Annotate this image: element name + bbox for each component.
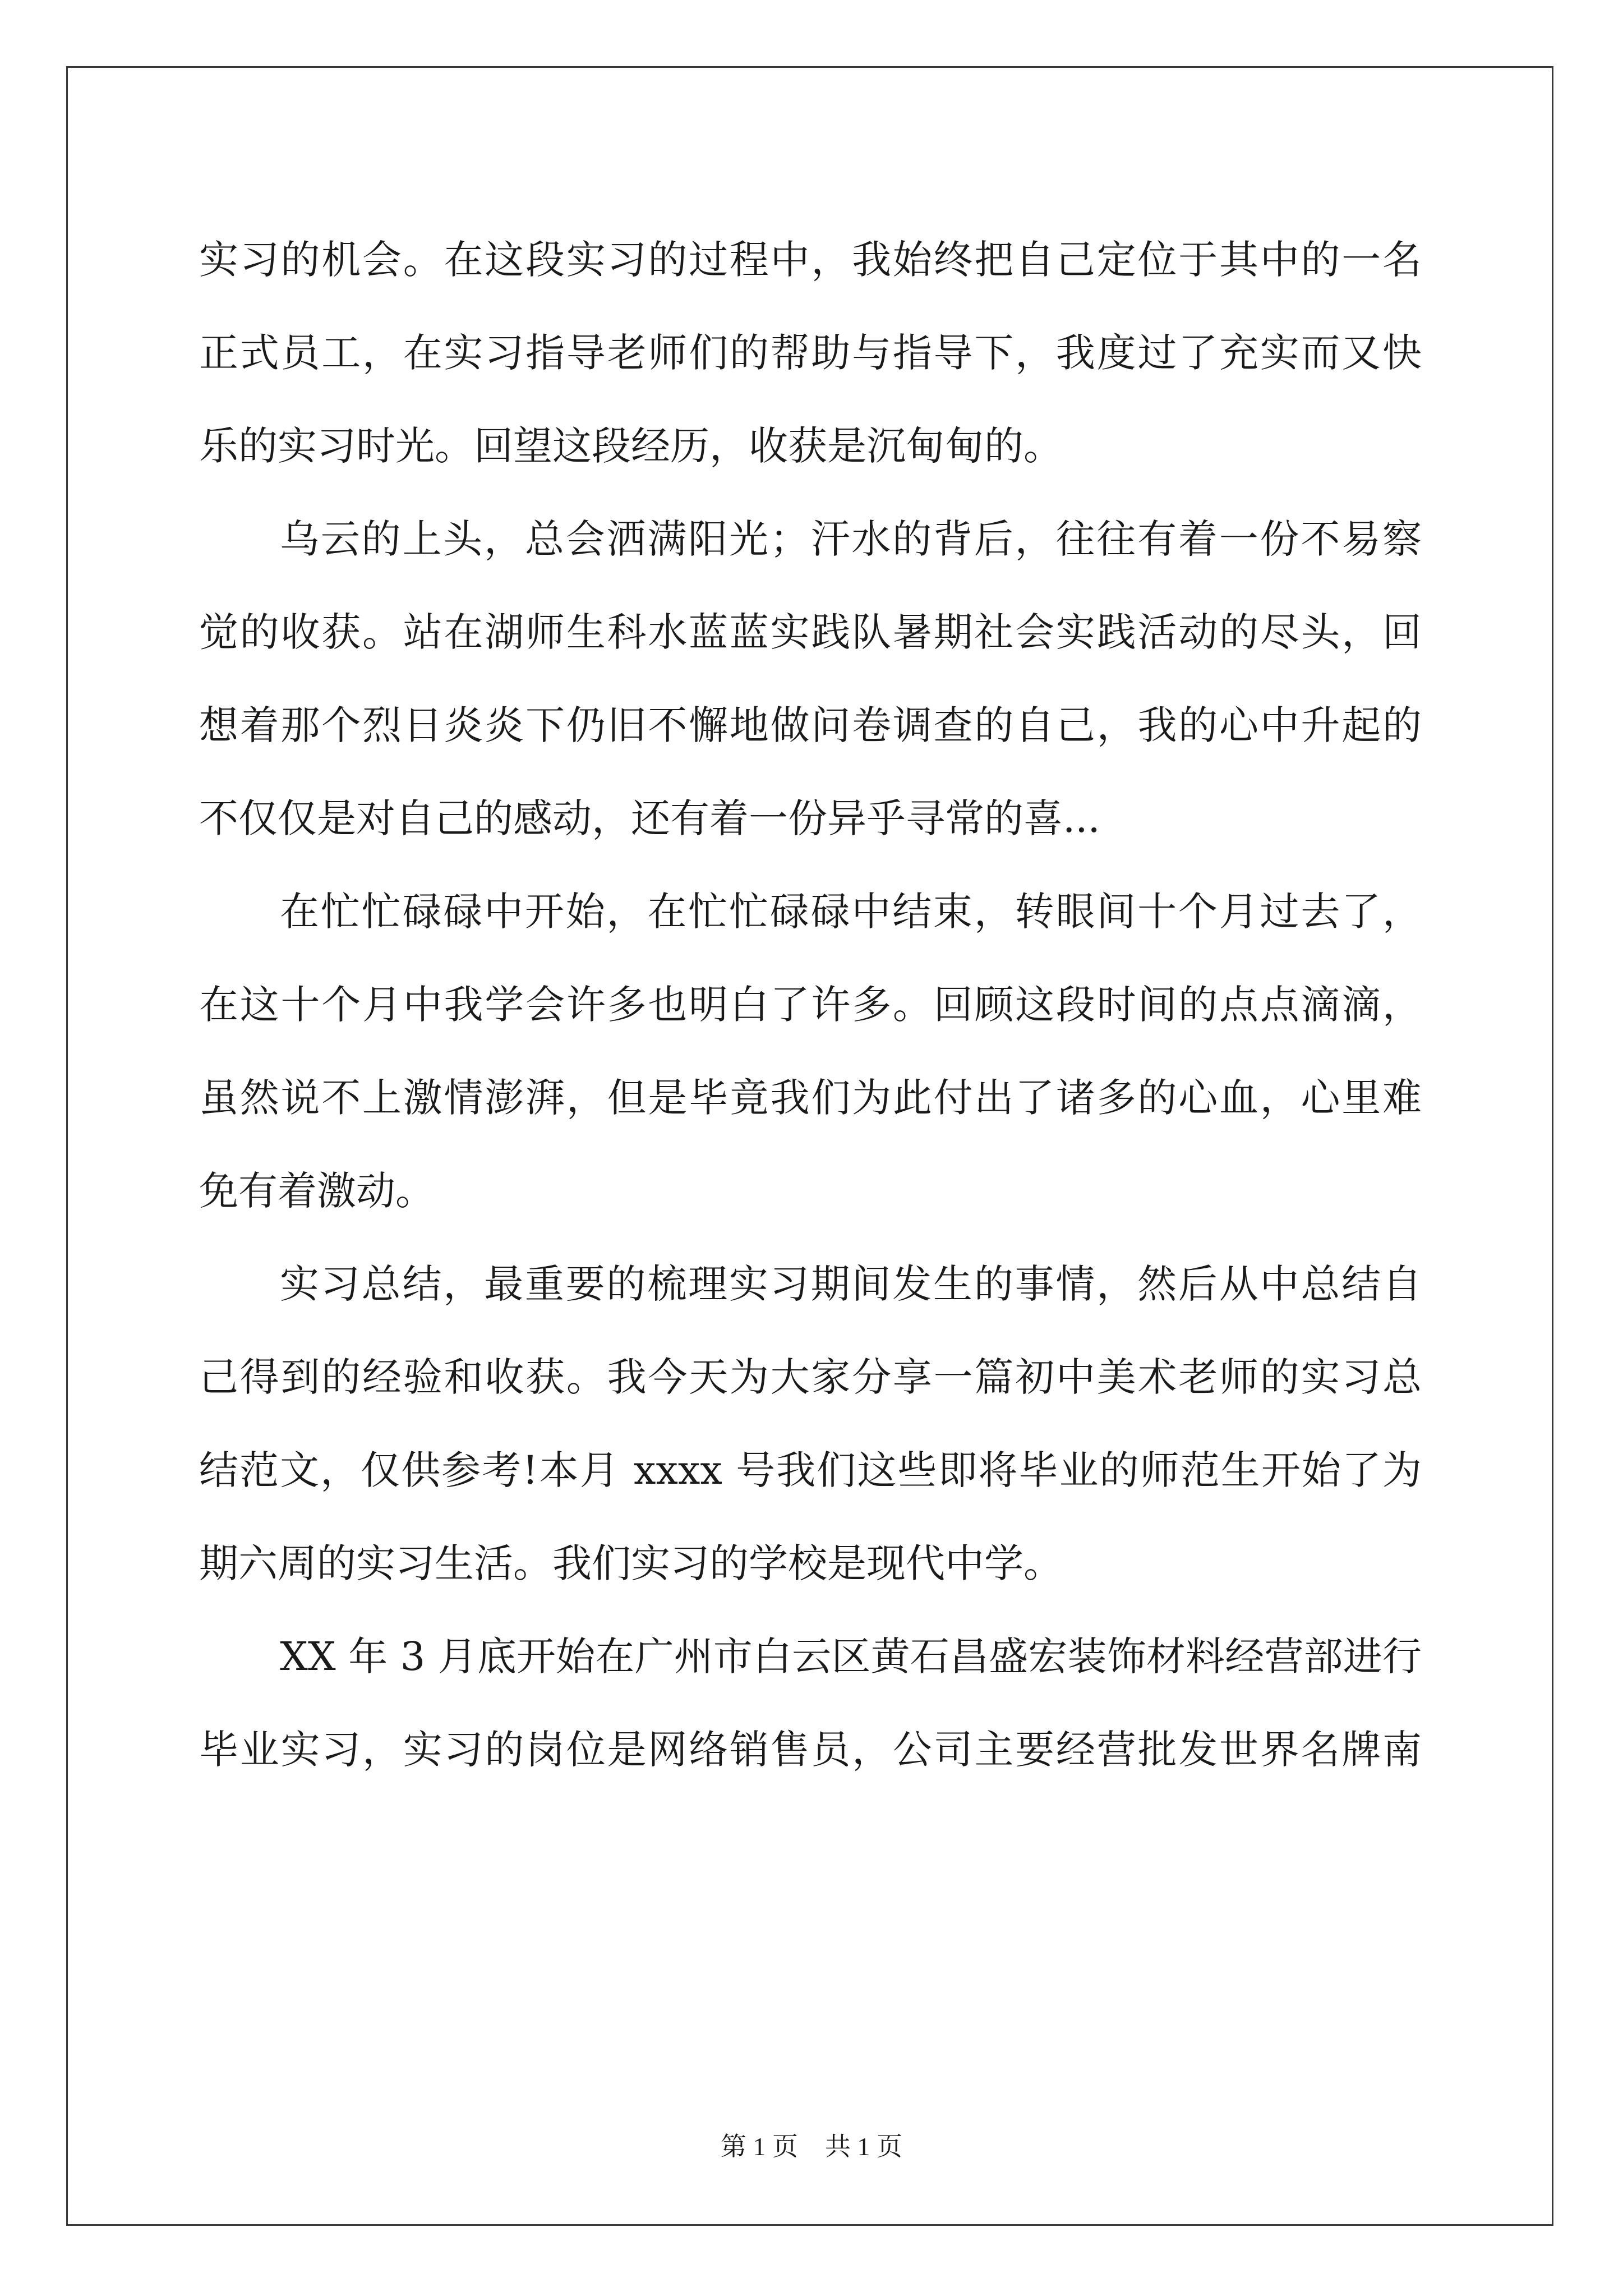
- text-line: 不仅仅是对自己的感动，还有着一份异乎寻常的喜...: [199, 795, 1100, 841]
- text-line: 己得到的经验和收获。我今天为大家分享一篇初中美术老师的实习总: [199, 1354, 1422, 1400]
- page-number-total: 共 1 页: [825, 2132, 902, 2161]
- text-line: 免有着激动。: [199, 1168, 435, 1214]
- document-body: [199, 213, 1422, 1796]
- text-line: XX 年 3 月底开始在广州市白云区黄石昌盛宏装饰材料经营部进行: [280, 1634, 1422, 1680]
- text-line: 乐的实习时光。回望这段经历，收获是沉甸甸的。: [199, 423, 1063, 469]
- text-line: 正式员工，在实习指导老师们的帮助与指导下，我度过了充实而又快: [199, 330, 1422, 376]
- text-line: 期六周的实习生活。我们实习的学校是现代中学。: [199, 1540, 1063, 1586]
- text-line: 虽然说不上激情澎湃，但是毕竟我们为此付出了诸多的心血，心里难: [199, 1075, 1422, 1121]
- text-line: 乌云的上头，总会洒满阳光；汗水的背后，往往有着一份不易察: [280, 516, 1422, 562]
- text-line: 在忙忙碌碌中开始，在忙忙碌碌中结束，转眼间十个月过去了，: [280, 889, 1422, 935]
- text-line: 实习总结，最重要的梳理实习期间发生的事情，然后从中总结自: [280, 1261, 1422, 1307]
- page-footer: [0, 2126, 1623, 2163]
- text-line: 想着那个烈日炎炎下仍旧不懈地做问卷调查的自己，我的心中升起的: [199, 702, 1422, 748]
- text-line: 结范文，仅供参考!本月 xxxx 号我们这些即将毕业的师范生开始了为: [199, 1447, 1422, 1493]
- text-line: 毕业实习，实习的岗位是网络销售员，公司主要经营批发世界名牌南: [199, 1727, 1422, 1773]
- text-line: 在这十个月中我学会许多也明白了许多。回顾这段时间的点点滴滴，: [199, 982, 1422, 1028]
- page-number-current: 第 1 页: [721, 2132, 798, 2161]
- text-line: 实习的机会。在这段实习的过程中，我始终把自己定位于其中的一名: [199, 237, 1422, 283]
- text-line: 觉的收获。站在湖师生科水蓝蓝实践队暑期社会实践活动的尽头，回: [199, 609, 1422, 655]
